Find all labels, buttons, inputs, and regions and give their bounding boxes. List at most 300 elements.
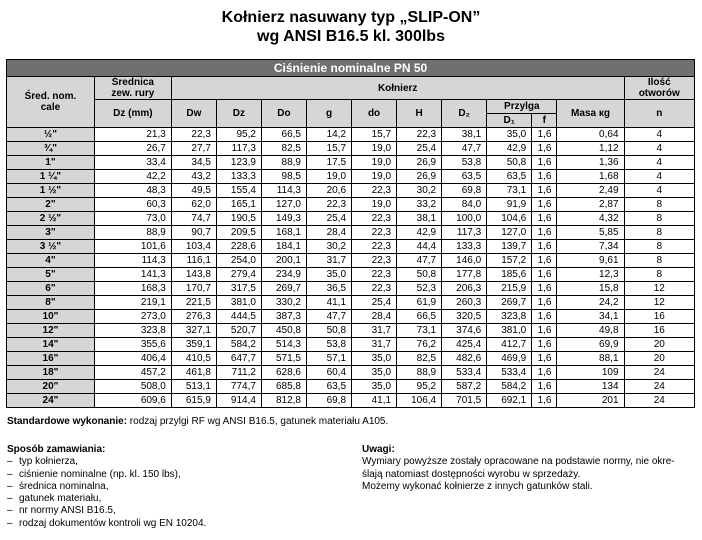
table-row [7, 226, 695, 240]
table-cell: 19,0 [352, 142, 397, 156]
table-cell: 84,0 [442, 198, 487, 212]
table-row [7, 128, 695, 142]
ordering-item: – gatunek materiału, [7, 493, 206, 505]
table-cell: 685,8 [261, 380, 306, 394]
row-size-label: 12" [7, 324, 95, 338]
table-cell: 587,2 [442, 380, 487, 394]
header-n: n [624, 100, 694, 128]
table-cell: 66,5 [261, 128, 306, 142]
table-cell: 157,2 [487, 254, 532, 268]
table-cell: 20,6 [306, 184, 351, 198]
table-cell: 61,9 [397, 296, 442, 310]
table-cell: 149,3 [261, 212, 306, 226]
table-cell: 43,2 [171, 170, 216, 184]
table-cell: 88,9 [397, 366, 442, 380]
row-size-label: 1" [7, 156, 95, 170]
table-cell: 1,6 [532, 198, 557, 212]
table-cell: 49,5 [171, 184, 216, 198]
table-cell: 260,3 [442, 296, 487, 310]
table-row [7, 198, 695, 212]
table-cell: 42,9 [487, 142, 532, 156]
table-cell: 269,7 [487, 296, 532, 310]
table-cell: 1,6 [532, 394, 557, 408]
row-size-label: ½" [7, 128, 95, 142]
table-cell: 387,3 [261, 310, 306, 324]
table-cell: 381,0 [216, 296, 261, 310]
table-cell: 22,3 [306, 198, 351, 212]
table-cell: 812,8 [261, 394, 306, 408]
table-cell: 146,0 [442, 254, 487, 268]
table-cell: 30,2 [306, 240, 351, 254]
table-cell: 8 [624, 226, 694, 240]
table-cell: 1,6 [532, 268, 557, 282]
table-cell: 50,8 [397, 268, 442, 282]
row-size-label: 2 ½" [7, 212, 95, 226]
table-cell: 5,85 [557, 226, 624, 240]
document-title [0, 8, 702, 46]
table-row [7, 268, 695, 282]
table-row [7, 352, 695, 366]
table-cell: 14,2 [306, 128, 351, 142]
ordering-item: – ciśnienie nominalne (np. kl. 150 lbs), [7, 469, 206, 481]
row-size-label: 1 ¼" [7, 170, 95, 184]
row-size-label: 3" [7, 226, 95, 240]
table-cell: 584,2 [216, 338, 261, 352]
table-cell: 444,5 [216, 310, 261, 324]
row-size-label: 18" [7, 366, 95, 380]
table-row [7, 142, 695, 156]
table-cell: 24 [624, 394, 694, 408]
table-cell: 103,4 [171, 240, 216, 254]
header-dw: Dw [171, 100, 216, 128]
table-cell: 31,7 [306, 254, 351, 268]
title-line-2: wg ANSI B16.5 kl. 300lbs [257, 28, 445, 45]
table-row [7, 282, 695, 296]
table-cell: 34,1 [557, 310, 624, 324]
table-cell: 22,3 [397, 128, 442, 142]
ordering-list [7, 456, 206, 530]
table-cell: 123,9 [216, 156, 261, 170]
table-cell: 450,8 [261, 324, 306, 338]
header-nominal-size [7, 77, 95, 128]
table-cell: 412,7 [487, 338, 532, 352]
header-outer-diameter [94, 77, 171, 100]
header-f: f [532, 114, 557, 128]
table-cell: 133,3 [442, 240, 487, 254]
table-cell: 170,7 [171, 282, 216, 296]
table-row [7, 254, 695, 268]
table-cell: 20 [624, 338, 694, 352]
table-cell: 66,5 [397, 310, 442, 324]
row-size-label: 1 ½" [7, 184, 95, 198]
table-cell: 91,9 [487, 198, 532, 212]
header-dz: Dz [216, 100, 261, 128]
ordering-item: – typ kołnierza, [7, 456, 206, 468]
table-cell: 1,36 [557, 156, 624, 170]
table-cell: 22,3 [352, 268, 397, 282]
table-cell: 234,9 [261, 268, 306, 282]
standard-execution-label: Standardowe wykonanie: [7, 416, 128, 427]
ordering-item: – średnica nominalna, [7, 481, 206, 493]
table-cell: 47,7 [442, 142, 487, 156]
table-cell: 38,1 [397, 212, 442, 226]
header-mass: Masa кg [557, 100, 624, 128]
table-cell: 1,6 [532, 352, 557, 366]
table-row [7, 170, 695, 184]
table-cell: 317,5 [216, 282, 261, 296]
table-cell: 95,2 [216, 128, 261, 142]
row-size-label: 5" [7, 268, 95, 282]
table-cell: 692,1 [487, 394, 532, 408]
table-cell: 73,0 [94, 212, 171, 226]
table-cell: 24 [624, 380, 694, 394]
row-size-label: 24" [7, 394, 95, 408]
table-cell: 88,9 [94, 226, 171, 240]
table-cell: 1,68 [557, 170, 624, 184]
title-line-1: Kołnierz nasuwany typ „SLIP-ON” [221, 9, 481, 26]
row-size-label: 14" [7, 338, 95, 352]
table-cell: 1,6 [532, 296, 557, 310]
header-nominal-size-line1: Śred. nom. [24, 91, 77, 102]
table-cell: 4 [624, 142, 694, 156]
header-flange: Kołnierz [171, 77, 624, 100]
table-cell: 410,5 [171, 352, 216, 366]
table-cell: 106,4 [397, 394, 442, 408]
table-cell: 25,4 [397, 142, 442, 156]
table-cell: 53,8 [442, 156, 487, 170]
header-d2: D₂ [442, 100, 487, 128]
table-cell: 60,4 [306, 366, 351, 380]
table-cell: 63,5 [487, 170, 532, 184]
table-cell: 48,3 [94, 184, 171, 198]
table-cell: 19,0 [352, 156, 397, 170]
table-cell: 1,6 [532, 226, 557, 240]
table-cell: 50,8 [306, 324, 351, 338]
table-cell: 1,6 [532, 212, 557, 226]
table-cell: 69,8 [442, 184, 487, 198]
table-cell: 134 [557, 380, 624, 394]
table-cell: 323,8 [94, 324, 171, 338]
table-cell: 355,6 [94, 338, 171, 352]
remarks-line-2: ślają natomiast dostępności wyrobu w sprzedaży. [362, 468, 581, 480]
table-cell: 76,2 [397, 338, 442, 352]
table-cell: 533,4 [487, 366, 532, 380]
table-cell: 60,3 [94, 198, 171, 212]
table-cell: 22,3 [352, 254, 397, 268]
table-cell: 615,9 [171, 394, 216, 408]
table-cell: 0,64 [557, 128, 624, 142]
row-size-label: 6" [7, 282, 95, 296]
table-row [7, 184, 695, 198]
table-cell: 35,0 [487, 128, 532, 142]
table-cell: 33,4 [94, 156, 171, 170]
table-cell: 133,3 [216, 170, 261, 184]
table-cell: 114,3 [261, 184, 306, 198]
table-cell: 22,3 [352, 240, 397, 254]
table-cell: 469,9 [487, 352, 532, 366]
table-body [7, 128, 695, 408]
table-cell: 1,6 [532, 338, 557, 352]
table-cell: 90,7 [171, 226, 216, 240]
table-cell: 116,1 [171, 254, 216, 268]
table-row [7, 310, 695, 324]
standard-execution-note [7, 416, 388, 428]
table-cell: 73,1 [487, 184, 532, 198]
table-cell: 24 [624, 366, 694, 380]
table-cell: 7,34 [557, 240, 624, 254]
table-cell: 31,7 [352, 338, 397, 352]
table-cell: 36,5 [306, 282, 351, 296]
table-cell: 12 [624, 296, 694, 310]
table-cell: 47,7 [397, 254, 442, 268]
remarks-heading: Uwagi: [362, 444, 395, 455]
table-cell: 49,8 [557, 324, 624, 338]
table-cell: 15,7 [306, 142, 351, 156]
table-cell: 201 [557, 394, 624, 408]
table-cell: 8 [624, 240, 694, 254]
table-cell: 254,0 [216, 254, 261, 268]
table-cell: 114,3 [94, 254, 171, 268]
table-cell: 101,6 [94, 240, 171, 254]
table-cell: 1,6 [532, 184, 557, 198]
table-cell: 155,4 [216, 184, 261, 198]
row-size-label: 8" [7, 296, 95, 310]
pressure-band-header: Ciśnienie nominalne PN 50 [7, 60, 695, 77]
table-cell: 190,5 [216, 212, 261, 226]
table-cell: 482,6 [442, 352, 487, 366]
table-cell: 609,6 [94, 394, 171, 408]
table-cell: 69,9 [557, 338, 624, 352]
table-cell: 215,9 [487, 282, 532, 296]
table-cell: 95,2 [397, 380, 442, 394]
table-cell: 28,4 [352, 310, 397, 324]
table-cell: 1,6 [532, 366, 557, 380]
table-cell: 1,6 [532, 170, 557, 184]
remarks-line-1: Wymiary powyższe zostały opracowane na podstawie normy, nie okre- [362, 456, 675, 468]
table-cell: 2,87 [557, 198, 624, 212]
table-cell: 30,2 [397, 184, 442, 198]
ordering-item: – nr normy ANSI B16.5, [7, 505, 206, 517]
table-cell: 33,2 [397, 198, 442, 212]
remarks-section [362, 444, 697, 493]
table-cell: 1,6 [532, 156, 557, 170]
table-cell: 9,61 [557, 254, 624, 268]
table-cell: 513,1 [171, 380, 216, 394]
table-cell: 63,5 [442, 170, 487, 184]
table-cell: 4 [624, 184, 694, 198]
header-do: Do [261, 100, 306, 128]
table-cell: 1,6 [532, 254, 557, 268]
table-cell: 41,1 [352, 394, 397, 408]
table-cell: 73,1 [397, 324, 442, 338]
table-cell: 219,1 [94, 296, 171, 310]
table-cell: 31,7 [352, 324, 397, 338]
table-cell: 117,3 [442, 226, 487, 240]
header-holes-line1: Ilość [647, 77, 671, 88]
table-cell: 26,7 [94, 142, 171, 156]
table-cell: 359,1 [171, 338, 216, 352]
header-h: H [397, 100, 442, 128]
table-cell: 25,4 [306, 212, 351, 226]
table-cell: 127,0 [487, 226, 532, 240]
table-cell: 914,4 [216, 394, 261, 408]
table-cell: 16 [624, 310, 694, 324]
table-row [7, 240, 695, 254]
table-cell: 406,4 [94, 352, 171, 366]
table-cell: 514,3 [261, 338, 306, 352]
table-row [7, 296, 695, 310]
table-cell: 1,6 [532, 142, 557, 156]
table-cell: 165,1 [216, 198, 261, 212]
table-cell: 381,0 [487, 324, 532, 338]
table-cell: 98,5 [261, 170, 306, 184]
table-cell: 4 [624, 170, 694, 184]
table-cell: 47,7 [306, 310, 351, 324]
table-cell: 19,0 [352, 170, 397, 184]
table-cell: 22,3 [352, 282, 397, 296]
table-cell: 17,5 [306, 156, 351, 170]
table-cell: 1,12 [557, 142, 624, 156]
table-cell: 4,32 [557, 212, 624, 226]
table-cell: 22,3 [352, 226, 397, 240]
ordering-heading: Sposób zamawiania: [7, 444, 106, 455]
table-cell: 25,4 [352, 296, 397, 310]
table-cell: 69,8 [306, 394, 351, 408]
table-cell: 4 [624, 156, 694, 170]
table-cell: 22,3 [352, 184, 397, 198]
header-do-small: do [352, 100, 397, 128]
row-size-label: 16" [7, 352, 95, 366]
table-cell: 22,3 [352, 212, 397, 226]
table-cell: 41,1 [306, 296, 351, 310]
table-cell: 701,5 [442, 394, 487, 408]
table-cell: 44,4 [397, 240, 442, 254]
table-cell: 8 [624, 212, 694, 226]
table-cell: 168,3 [94, 282, 171, 296]
table-cell: 62,0 [171, 198, 216, 212]
table-cell: 330,2 [261, 296, 306, 310]
table-cell: 100,0 [442, 212, 487, 226]
table-cell: 209,5 [216, 226, 261, 240]
table-cell: 35,0 [352, 366, 397, 380]
header-outer-diameter-line2: zew. rury [111, 88, 155, 99]
table-cell: 4 [624, 128, 694, 142]
table-cell: 15,7 [352, 128, 397, 142]
table-cell: 273,0 [94, 310, 171, 324]
table-cell: 228,6 [216, 240, 261, 254]
table-cell: 35,0 [306, 268, 351, 282]
table-cell: 82,5 [397, 352, 442, 366]
header-d1: D₁ [487, 114, 532, 128]
table-cell: 26,9 [397, 156, 442, 170]
table-cell: 200,1 [261, 254, 306, 268]
table-cell: 2,49 [557, 184, 624, 198]
table-cell: 117,3 [216, 142, 261, 156]
table-cell: 109 [557, 366, 624, 380]
table-cell: 206,3 [442, 282, 487, 296]
header-dz-mm: Dz (mm) [94, 100, 171, 128]
table-cell: 320,5 [442, 310, 487, 324]
table-cell: 8 [624, 198, 694, 212]
table-cell: 571,5 [261, 352, 306, 366]
header-outer-diameter-line1: Średnica [111, 77, 154, 88]
table-cell: 52,3 [397, 282, 442, 296]
table-cell: 520,7 [216, 324, 261, 338]
row-size-label: 3 ½" [7, 240, 95, 254]
table-cell: 63,5 [306, 380, 351, 394]
header-g: g [306, 100, 351, 128]
table-cell: 19,0 [352, 198, 397, 212]
table-row [7, 338, 695, 352]
table-cell: 35,0 [352, 352, 397, 366]
table-cell: 12,3 [557, 268, 624, 282]
table-row [7, 380, 695, 394]
row-size-label: ¾" [7, 142, 95, 156]
ordering-item: – rodzaj dokumentów kontroli wg EN 10204. [7, 518, 206, 530]
table-cell: 711,2 [216, 366, 261, 380]
table-cell: 88,1 [557, 352, 624, 366]
table-cell: 20 [624, 352, 694, 366]
table-cell: 57,1 [306, 352, 351, 366]
table-cell: 24,2 [557, 296, 624, 310]
table-cell: 42,9 [397, 226, 442, 240]
header-holes-count [624, 77, 694, 100]
header-holes-line2: otworów [638, 88, 680, 99]
table-cell: 8 [624, 254, 694, 268]
table-cell: 584,2 [487, 380, 532, 394]
table-cell: 104,6 [487, 212, 532, 226]
table-cell: 168,1 [261, 226, 306, 240]
table-cell: 221,5 [171, 296, 216, 310]
table-cell: 425,4 [442, 338, 487, 352]
row-size-label: 10" [7, 310, 95, 324]
table-row [7, 212, 695, 226]
table-cell: 12 [624, 282, 694, 296]
table-row [7, 394, 695, 408]
table-row [7, 156, 695, 170]
table-cell: 647,7 [216, 352, 261, 366]
table-cell: 461,8 [171, 366, 216, 380]
table-cell: 53,8 [306, 338, 351, 352]
table-cell: 15,8 [557, 282, 624, 296]
row-size-label: 20" [7, 380, 95, 394]
table-cell: 16 [624, 324, 694, 338]
table-cell: 276,3 [171, 310, 216, 324]
table-cell: 185,6 [487, 268, 532, 282]
table-cell: 21,3 [94, 128, 171, 142]
table-cell: 184,1 [261, 240, 306, 254]
table-row [7, 324, 695, 338]
table-cell: 1,6 [532, 282, 557, 296]
row-size-label: 2" [7, 198, 95, 212]
table-cell: 35,0 [352, 380, 397, 394]
table-cell: 508,0 [94, 380, 171, 394]
header-raised-face: Przylga [487, 100, 557, 114]
table-cell: 42,2 [94, 170, 171, 184]
table-cell: 82,5 [261, 142, 306, 156]
table-cell: 1,6 [532, 310, 557, 324]
table-cell: 38,1 [442, 128, 487, 142]
table-cell: 26,9 [397, 170, 442, 184]
table-cell: 177,8 [442, 268, 487, 282]
table-cell: 27,7 [171, 142, 216, 156]
table-cell: 1,6 [532, 380, 557, 394]
table-cell: 22,3 [171, 128, 216, 142]
table-cell: 8 [624, 268, 694, 282]
table-cell: 628,6 [261, 366, 306, 380]
table-cell: 533,4 [442, 366, 487, 380]
table-cell: 88,9 [261, 156, 306, 170]
